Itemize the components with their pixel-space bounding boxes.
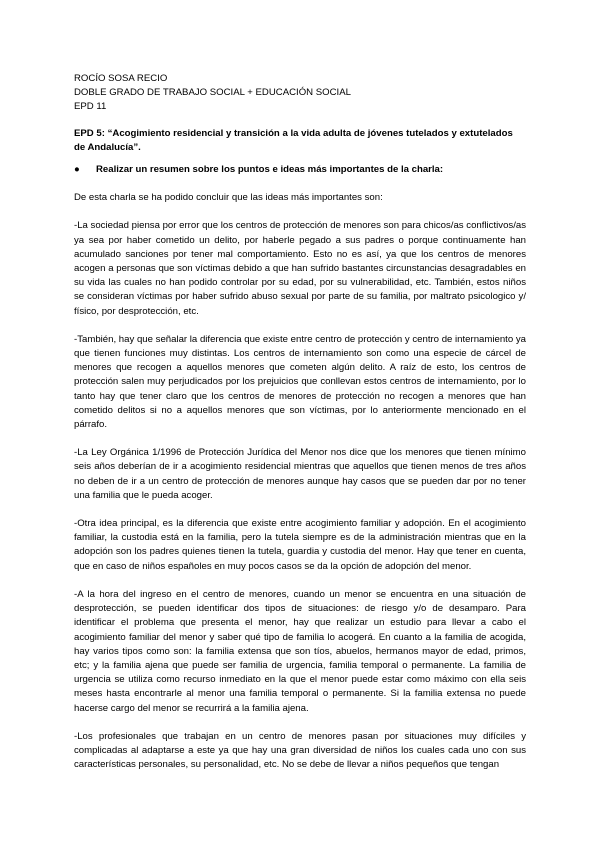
epd-number: EPD 11 <box>74 101 107 113</box>
paragraph: -Los profesionales que trabajan en un centro de menores pasan por situaciones muy difíciles y complicadas al adaptarse a este ya que hay una gran diversidad de niños los cuales cada uno con sus características personales, su personalidad, etc. No se debe de llevar a niños pequeños que tengan <box>74 730 526 771</box>
bullet-icon: ● <box>74 164 80 176</box>
intro-text: De esta charla se ha podido concluir que las ideas más importantes son: <box>74 192 383 204</box>
document-body <box>74 72 526 772</box>
task-bullet-item <box>74 163 526 177</box>
paragraph: -También, hay que señalar la diferencia que existe entre centro de protección y centro de internamiento ya que tienen funciones muy distintas. Los centros de internamiento son como una especie de cárcel de menores que recogen a aquellos menores que cometen algún delito. A raíz de esto, los centros de protección salen muy perjudicados por los prejuicios que conllevan estos centros de internamiento, por lo tanto hay que tener claro que los centros de menores de protección no recogen a menores que han cometido delitos si no a aquellos menores que son víctimas, por lo anteriormente mencionado en el párrafo. <box>74 333 526 431</box>
paragraph: -La Ley Orgánica 1/1996 de Protección Jurídica del Menor nos dice que los menores que tienen mínimo seis años deberían de ir a acogimiento residencial mientras que aquellos que tienen menos de tres años no deben de ir a un centro de protección de menores aunque hay casos que se pueden dar por no tener una familia que le pueda acoger. <box>74 447 526 501</box>
paragraph: -A la hora del ingreso en el centro de menores, cuando un menor se encuentra en una situación de desprotección, se pueden identificar dos tipos de situaciones: de riesgo y/o de desamparo. Para identificar el problema que presenta el menor, hay que realizar un estudio para llevar a cabo el acogimiento familiar del menor y saber qué tipo de familia lo acogerá. En cuanto a la familia de acogida, hay varios tipos como son: la familia extensa que son tíos, abuelos, hermanos mayor de edad, primos, etc; y la familia ajena que puede ser familia de urgencia, familia temporal o permanente. La familia de urgencia se utiliza como recurso inmediato en la que el menor puede estar como máximo con ella seis meses hasta encontrarle al menor una familia temporal o permanente. Si la familia extensa no puede hacerse cargo del menor se recurrirá a la familia ajena. <box>74 588 526 714</box>
degree-name: DOBLE GRADO DE TRABAJO SOCIAL + EDUCACIÓN SOCIAL <box>74 87 351 99</box>
task-text: Realizar un resumen sobre los puntos e ideas más importantes de la charla: <box>96 164 444 176</box>
author-name: ROCÍO SOSA RECIO <box>74 73 168 84</box>
paragraph: -La sociedad piensa por error que los centros de protección de menores son para chicos/as conflictivos/as ya sea por haber cometido un delito, por haberle pegado a sus padres o porque continuamente han acumulado sanciones por tener mal comportamiento. Esto no es así, ya que los centros de menores acogen a personas que son víctimas debido a que han sufrido bastantes circunstancias desagradables en su vida las cuales no han podido controlar por su edad, por su vulnerabilidad, etc. También, estos niños se consideran víctimas por haber sufrido abuso sexual por parte de su familia, por maltrato psicologico y/ físico, por desprotección, etc. <box>74 220 526 317</box>
paragraph: -Otra idea principal, es la diferencia que existe entre acogimiento familiar y adopción. En el acogimiento familiar, la custodia está en la familia, pero la tutela siempre es de la administración mientras que en la adopción son los padres quienes tienen la tutela, guardia y custodia del menor. Hay que tener en cuenta, que en caso de niños españoles en muy pocos casos se da la opción de adopción del menor. <box>74 518 526 572</box>
assignment-title: EPD 5: “Acogimiento residencial y transición a la vida adulta de jóvenes tutelados y extutelados de Andalucía”. <box>74 127 513 153</box>
